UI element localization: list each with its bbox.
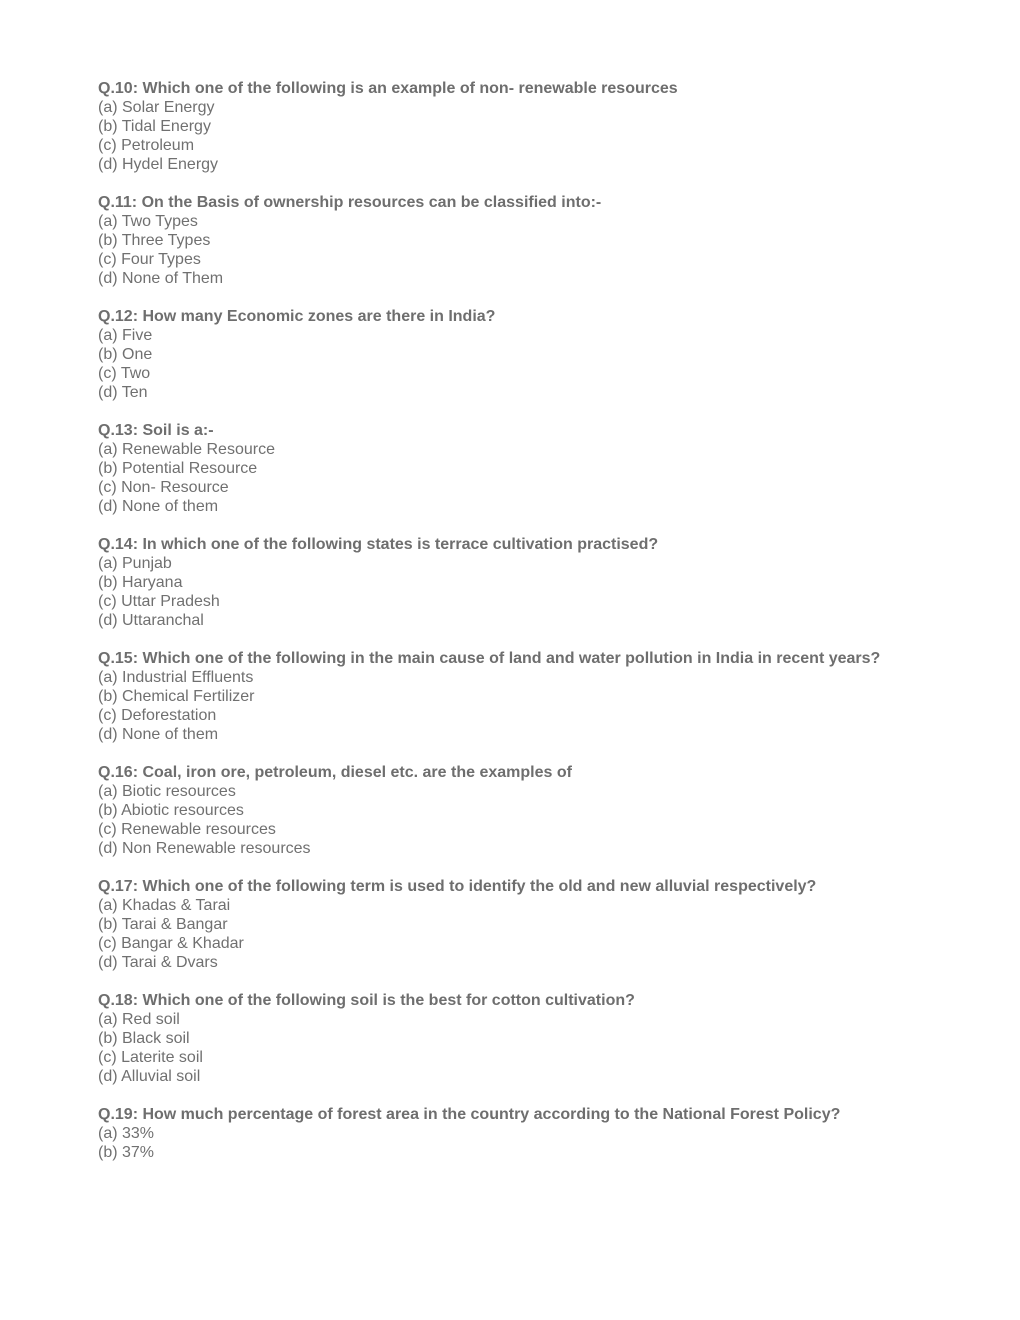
option: (c) Uttar Pradesh bbox=[98, 593, 220, 610]
question-text: Q.10: Which one of the following is an example of non- renewable resources bbox=[98, 80, 678, 97]
option: (c) Bangar & Khadar bbox=[98, 935, 244, 952]
question-text: Q.18: Which one of the following soil is the best for cotton cultivation? bbox=[98, 992, 635, 1009]
question-17 bbox=[98, 877, 898, 972]
option: (c) Two bbox=[98, 365, 151, 382]
option: (d) Non Renewable resources bbox=[98, 840, 311, 857]
option: (a) Industrial Effluents bbox=[98, 669, 254, 686]
option: (a) Biotic resources bbox=[98, 783, 236, 800]
option: (a) Khadas & Tarai bbox=[98, 897, 231, 914]
option: (c) Four Types bbox=[98, 251, 201, 268]
option: (d) Ten bbox=[98, 384, 148, 401]
question-16 bbox=[98, 763, 898, 858]
option: (a) Renewable Resource bbox=[98, 441, 275, 458]
option: (b) Abiotic resources bbox=[98, 802, 244, 819]
option: (b) Three Types bbox=[98, 232, 211, 249]
option: (d) Uttaranchal bbox=[98, 612, 204, 629]
question-text: Q.14: In which one of the following states is terrace cultivation practised? bbox=[98, 536, 659, 553]
option: (c) Laterite soil bbox=[98, 1049, 203, 1066]
question-text: Q.19: How much percentage of forest area in the country according to the National Forest Policy? bbox=[98, 1106, 841, 1123]
question-10 bbox=[98, 79, 898, 174]
option: (b) Chemical Fertilizer bbox=[98, 688, 255, 705]
question-11 bbox=[98, 193, 898, 288]
option: (c) Petroleum bbox=[98, 137, 195, 154]
option: (a) Punjab bbox=[98, 555, 172, 572]
question-text: Q.16: Coal, iron ore, petroleum, diesel etc. are the examples of bbox=[98, 764, 572, 781]
question-text: Q.11: On the Basis of ownership resources can be classified into:- bbox=[98, 194, 602, 211]
option: (c) Non- Resource bbox=[98, 479, 229, 496]
question-text: Q.15: Which one of the following in the main cause of land and water pollution in India in recent years? bbox=[98, 650, 881, 667]
option: (a) Red soil bbox=[98, 1011, 180, 1028]
question-13 bbox=[98, 421, 898, 516]
option: (b) Haryana bbox=[98, 574, 183, 591]
option: (d) Hydel Energy bbox=[98, 156, 219, 173]
option: (a) Five bbox=[98, 327, 153, 344]
option: (d) Alluvial soil bbox=[98, 1068, 201, 1085]
option: (b) Black soil bbox=[98, 1030, 190, 1047]
question-14 bbox=[98, 535, 898, 630]
option: (b) 37% bbox=[98, 1144, 155, 1161]
question-19 bbox=[98, 1105, 898, 1162]
option: (a) 33% bbox=[98, 1125, 155, 1142]
question-18 bbox=[98, 991, 898, 1086]
option: (d) None of Them bbox=[98, 270, 224, 287]
option: (d) Tarai & Dvars bbox=[98, 954, 218, 971]
option: (b) Potential Resource bbox=[98, 460, 258, 477]
question-text: Q.17: Which one of the following term is used to identify the old and new alluvial respectively? bbox=[98, 878, 817, 895]
question-text: Q.13: Soil is a:- bbox=[98, 422, 214, 439]
option: (b) One bbox=[98, 346, 153, 363]
option: (b) Tidal Energy bbox=[98, 118, 211, 135]
option: (c) Deforestation bbox=[98, 707, 217, 724]
option: (d) None of them bbox=[98, 498, 219, 515]
question-15 bbox=[98, 649, 898, 744]
option: (c) Renewable resources bbox=[98, 821, 276, 838]
question-text: Q.12: How many Economic zones are there in India? bbox=[98, 308, 496, 325]
question-12 bbox=[98, 307, 898, 402]
question-list bbox=[98, 79, 898, 1181]
option: (d) None of them bbox=[98, 726, 219, 743]
option: (b) Tarai & Bangar bbox=[98, 916, 228, 933]
option: (a) Two Types bbox=[98, 213, 198, 230]
option: (a) Solar Energy bbox=[98, 99, 215, 116]
